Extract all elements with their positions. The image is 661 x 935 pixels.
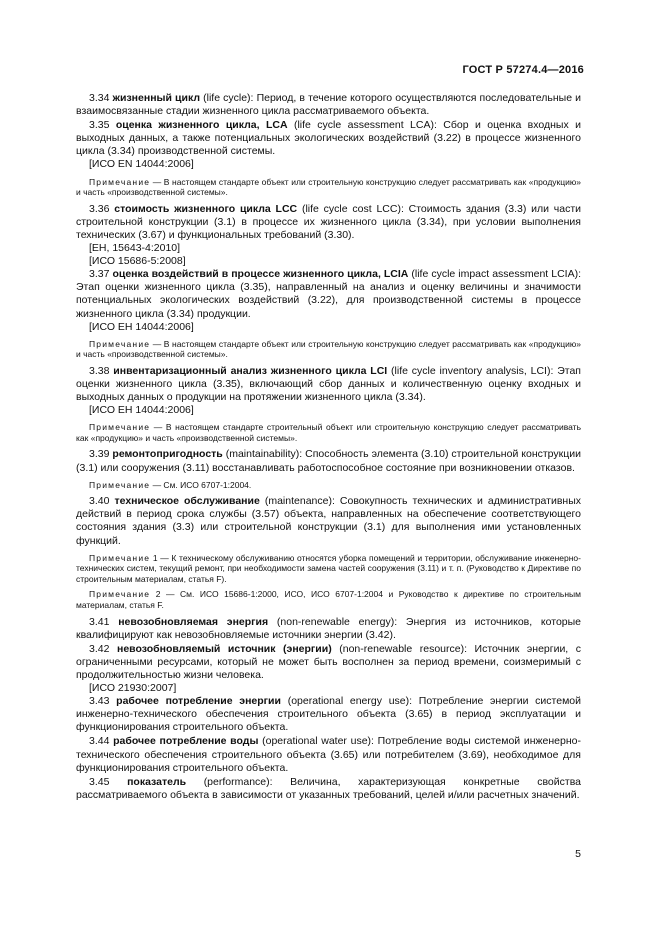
entry-term: ремонтопригодность: [112, 448, 223, 461]
entry-definition: (maintainability): Способность элемента (3.10) строительной конструкции (3.1) или сооружения (3.11) восстанавливать работоспособное состояние при возникновении отказов.: [76, 448, 581, 474]
note-label: Примечание: [89, 552, 151, 563]
entry-term: инвентаризационный анализ жизненного цикла LCI: [113, 364, 388, 377]
entry-definition: (operational energy use): Потребление энергии системой инженерно-технического обеспечения строительного объекта (3.65) в период эксплуатации и функционирования строительного объекта.: [76, 695, 581, 734]
note-label: Примечание: [89, 589, 151, 600]
entry-number: 3.41: [89, 615, 110, 628]
note-3-35: [76, 177, 581, 198]
note-label: Примечание: [89, 176, 151, 187]
entry-3-44: [76, 735, 581, 774]
note-text: 1 — К техническому обслуживанию относятся уборка помещений и территории, обслуживание инженерно-технических систем, текущий ремонт, при необходимости замена частей сооружения (3.11) и т. п. (Руководство к Директиве по строительным материалам, статья F).: [76, 552, 581, 584]
entry-definition: (life cycle impact assessment LCIA): Этап оценки жизненного цикла (3.35), направленный на анализ и оценку величины и значимости потенциальных экологических воздействий (3.22), для производственной системы в процессе жизненного цикла (3.34) продукции.: [76, 268, 581, 320]
document-body: [76, 92, 581, 802]
source-reference: [ИСО EN 14044:2006]: [89, 158, 194, 171]
note-text: 2 — См. ИСО 15686-1:2000, ИСО, ИСО 6707-1:2004 и Руководство к директиве по строительным материалам, статья F.: [76, 589, 581, 610]
entry-definition: (life cycle inventory analysis, LCI): Этап оценки жизненного цикла (3.35), включающий сбор данных и количественную оценку входных и выходных данных о продукции на протяжении жизненного цикла (3.34).: [76, 364, 581, 404]
entry-definition: (life cycle assessment LCA): Сбор и оценка входных и выходных данных, а также потенциальных экологических воздействий (3.22) в процессе жизненного цикла (3.34) производственной системы.: [76, 119, 581, 158]
entry-term: оценка жизненного цикла, LCA: [115, 119, 288, 132]
entry-number: 3.38: [89, 364, 110, 377]
note-label: Примечание: [89, 479, 151, 490]
note-3-37: [76, 339, 581, 360]
entry-3-35: [76, 119, 581, 158]
note-text: — В настоящем стандарте строительный объект или строительную конструкцию следует рассматривать как «продукцию» и часть «производственной системы».: [76, 422, 581, 443]
entry-definition: (non-renewable energy): Энергия из источников, которые квалифицируют как невозобновляемые источники энергии (3.42).: [76, 615, 582, 641]
entry-number: 3.35: [89, 119, 110, 132]
entry-3-43: [76, 695, 581, 734]
entry-3-40: [76, 495, 581, 547]
entry-definition: (maintenance): Совокупность технических и административных действий в период срока службы (3.57) объекта, направленных на обеспечение соответствующего состояния здания (3.3) или строительной конструкции (3.1) для выполнения ими установленных функций.: [76, 495, 582, 547]
entry-definition: (life cycle): Период, в течение которого осуществляются последовательные и взаимосвязанные стадии жизненного цикла рассматриваемого объекта.: [76, 92, 581, 118]
entry-3-45: [76, 776, 581, 802]
note-label: Примечание: [89, 422, 151, 433]
entry-term: невозобновляемая энергия: [118, 615, 269, 628]
entry-term: жизненный цикл: [112, 92, 201, 104]
note-text: — В настоящем стандарте объект или строительную конструкцию следует рассматривать как «продукцию» и часть «производственной системы».: [76, 176, 581, 198]
source-reference: [ИСО ЕН 14044:2006]: [89, 404, 194, 417]
entry-term: рабочее потребление воды: [113, 735, 259, 748]
entry-term: показатель: [127, 775, 187, 788]
note-text: — В настоящем стандарте объект или строительную конструкцию следует рассматривать как «продукцию» и часть «производственной системы».: [76, 338, 581, 360]
entry-term: оценка воздействий в процессе жизненного цикла, LCIA: [112, 268, 409, 281]
entry-number: 3.36: [89, 202, 110, 215]
entry-definition: (non-renewable resource): Источник энергии, с ограниченными ресурсами, который не может быть восполнен за период времени, соизмеримый с продолжительностью жизни человека.: [76, 642, 582, 681]
page-number: 5: [575, 848, 581, 860]
note-label: Примечание: [89, 338, 151, 349]
entry-3-41: [76, 616, 581, 642]
source-reference: [ЕН, 15643-4:2010]: [89, 242, 181, 255]
entry-3-38: [76, 365, 581, 404]
entry-term: невозобновляемый источник (энергии): [116, 642, 332, 655]
entry-number: 3.45: [89, 775, 110, 788]
entry-3-34: [76, 92, 581, 118]
source-reference: [ИСО 15686-5:2008]: [89, 255, 186, 268]
note-3-40-1: [76, 553, 581, 585]
entry-number: 3.34: [89, 92, 110, 104]
entry-definition: (operational water use): Потребление воды системой инженерно-технического обеспечения строительного объекта (3.65) или потребителем (3.69), необходимое для функционирования строительного объекта.: [76, 735, 581, 774]
entry-term: стоимость жизненного цикла LCC: [114, 202, 298, 215]
note-3-40-2: [76, 589, 581, 610]
entry-3-42: [76, 643, 581, 682]
entry-number: 3.40: [89, 495, 110, 508]
entry-number: 3.43: [89, 695, 110, 708]
entry-number: 3.44: [89, 735, 110, 748]
entry-3-39: [76, 448, 581, 474]
entry-number: 3.37: [89, 268, 110, 281]
entry-3-37: [76, 268, 581, 320]
source-reference: [ИСО ЕН 14044:2006]: [89, 320, 194, 333]
entry-definition: (life cycle cost LCC): Стоимость здания (3.3) или части строительной конструкции (3.1) в процессе их жизненного цикла (3.34), при условии выполнения технических (3.67) и функциональных требований (3.30).: [76, 202, 582, 241]
entry-definition: (performance): Величина, характеризующая конкретные свойства рассматриваемого объекта в зависимости от указанных требований, целей и/или расчетных значений.: [76, 775, 581, 801]
source-reference: [ИСО 21930:2007]: [89, 682, 177, 695]
note-3-38: [76, 422, 581, 443]
entry-number: 3.42: [89, 642, 110, 655]
entry-term: техническое обслуживание: [114, 495, 260, 508]
note-text: — См. ИСО 6707-1:2004.: [150, 479, 252, 490]
note-3-39: [76, 480, 581, 491]
entry-term: рабочее потребление энергии: [116, 695, 281, 708]
document-id: ГОСТ Р 57274.4—2016: [462, 64, 584, 76]
entry-3-36: [76, 203, 581, 242]
entry-number: 3.39: [89, 448, 110, 461]
